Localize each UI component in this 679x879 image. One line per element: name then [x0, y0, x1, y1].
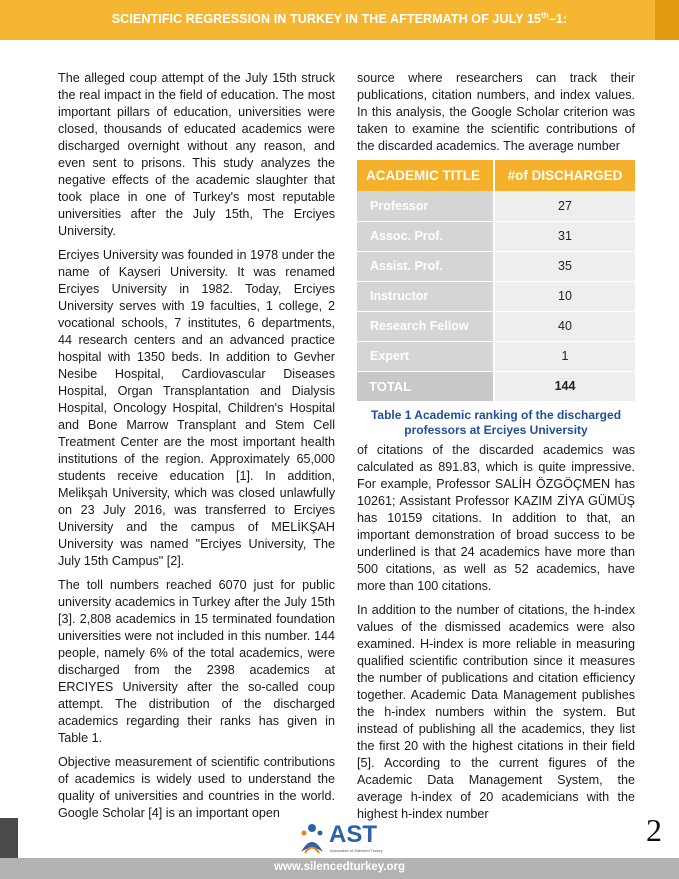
count-cell: 1 [494, 341, 635, 371]
rank-cell: Professor [357, 191, 494, 221]
right-column-intro [357, 70, 635, 162]
table-total-row [357, 371, 635, 401]
paragraph: source where researchers can track their publications, citation numbers, and index values. In this analysis, the Google Scholar criterion was taken to examine the scientific contributions of the discarded academics. The average number [357, 71, 635, 153]
total-count-cell: 144 [494, 371, 635, 401]
footer-url[interactable]: www.silencedturkey.org [273, 861, 405, 873]
paragraph: Objective measurement of scientific contributions of academics is widely used to understand the quality of universities and countries in the world. Google Scholar [4] is an important open [58, 755, 335, 820]
table-caption: Table 1 Academic ranking of the discharged professors at Erciyes University [370, 407, 622, 437]
column-header-count: #of DISCHARGED [494, 160, 635, 191]
count-cell: 31 [494, 221, 635, 251]
right-column-body [357, 442, 635, 830]
page-header-title: SCIENTIFIC REGRESSION IN TURKEY IN THE AFTERMATH OF JULY 15th–1: [111, 11, 568, 27]
count-cell: 40 [494, 311, 635, 341]
logo-subtitle: Advocates of Silenced Turkey [330, 848, 383, 853]
table-header-row [357, 160, 635, 191]
table-row [357, 221, 635, 251]
column-header-title: ACADEMIC TITLE [357, 160, 494, 191]
rank-cell: Assist. Prof. [357, 251, 494, 281]
paragraph: of citations of the discarded academics was calculated as 891.83, which is quite impressive. For example, Professor SALİH ÖZGÖÇMEN has 10261; Assistant Professor KAZIM ZİYA GÜMÜŞ has 10159 citations. In addition to that, an important demonstration of broad success to be underlined is that 24 academics have more than 500 citations, as well as 52 academics, have more than 100 citations. [357, 443, 635, 593]
ast-logo [297, 822, 387, 856]
paragraph: The toll numbers reached 6070 just for public university academics in Turkey after the July 15th [3]. 2,808 academics in 15 terminated foundation universities were not included in this number. 144 people, namely 6% of the total academics, were discharged from the 2398 academics at ERCIYES University after the so-called coup attempt. The distribution of the discharged academics regarding their ranks has given in Table 1. [58, 578, 335, 745]
count-cell: 27 [494, 191, 635, 221]
table-row [357, 281, 635, 311]
count-cell: 35 [494, 251, 635, 281]
rank-cell: Instructor [357, 281, 494, 311]
rank-cell: Research Fellow [357, 311, 494, 341]
total-label-cell: TOTAL [357, 371, 494, 401]
paragraph: Erciyes University was founded in 1978 under the name of Kayseri University. It was renamed Erciyes University in 1982. Today, Erciyes University serves with 19 faculties, 1 college, 2 vocational schools, 7 institutes, 6 departments, 44 research centers and an advanced practice hospital with 1350 beds. In addition to Gevher Nesibe Hospital, Cardiovascular Diseases Hospital, Organ Transplantation and Dialysis Hospital, Oncology Hospital, Children's Hospital and Bone Marrow Transplant and Stem Cell Treatment Center are the most important health institutions of the region. Approximately 65,000 students receive education [1]. In addition, Melikşah University, which was closed unlawfully on 23 July 2016, was transferred to Erciyes University and the campus of MELİKŞAH University was named "Erciyes University, The July 15th Campus" [2]. [58, 248, 335, 568]
table-row [357, 191, 635, 221]
logo-text: AST [329, 821, 377, 848]
table-row [357, 341, 635, 371]
paragraph: The alleged coup attempt of the July 15th struck the real impact in the field of education. The most important pillars of education, universities were closed, thousands of educated academics were discharged overnight without any reason, and even sent to prisons. This study analyzes the negative effects of the academic slaughter that took place in one of Turkey's most reputable universities after the July 15th, The Erciyes University. [58, 71, 335, 238]
table-row [357, 311, 635, 341]
table-row [357, 251, 635, 281]
rank-cell: Expert [357, 341, 494, 371]
page-number: 2 [646, 812, 662, 848]
academic-ranking-table [357, 160, 635, 438]
left-column [58, 70, 335, 829]
table [357, 160, 635, 402]
ast-logo-icon [297, 822, 327, 856]
count-cell: 10 [494, 281, 635, 311]
paragraph: In addition to the number of citations, the h-index values of the dismissed academics were also examined. H-index is more reliable in measuring qualified scientific contribution since it measures the number of publications and citation efficiency together. Academic Data Management publishes the h-index numbers within the system. But instead of publishing all the academics, they list the first 20 with the highest citations in their field [5]. According to the current figures of the Academic Data Management System, the average h-index of 20 academicians with the highest h-index number [357, 603, 635, 821]
rank-cell: Assoc. Prof. [357, 221, 494, 251]
